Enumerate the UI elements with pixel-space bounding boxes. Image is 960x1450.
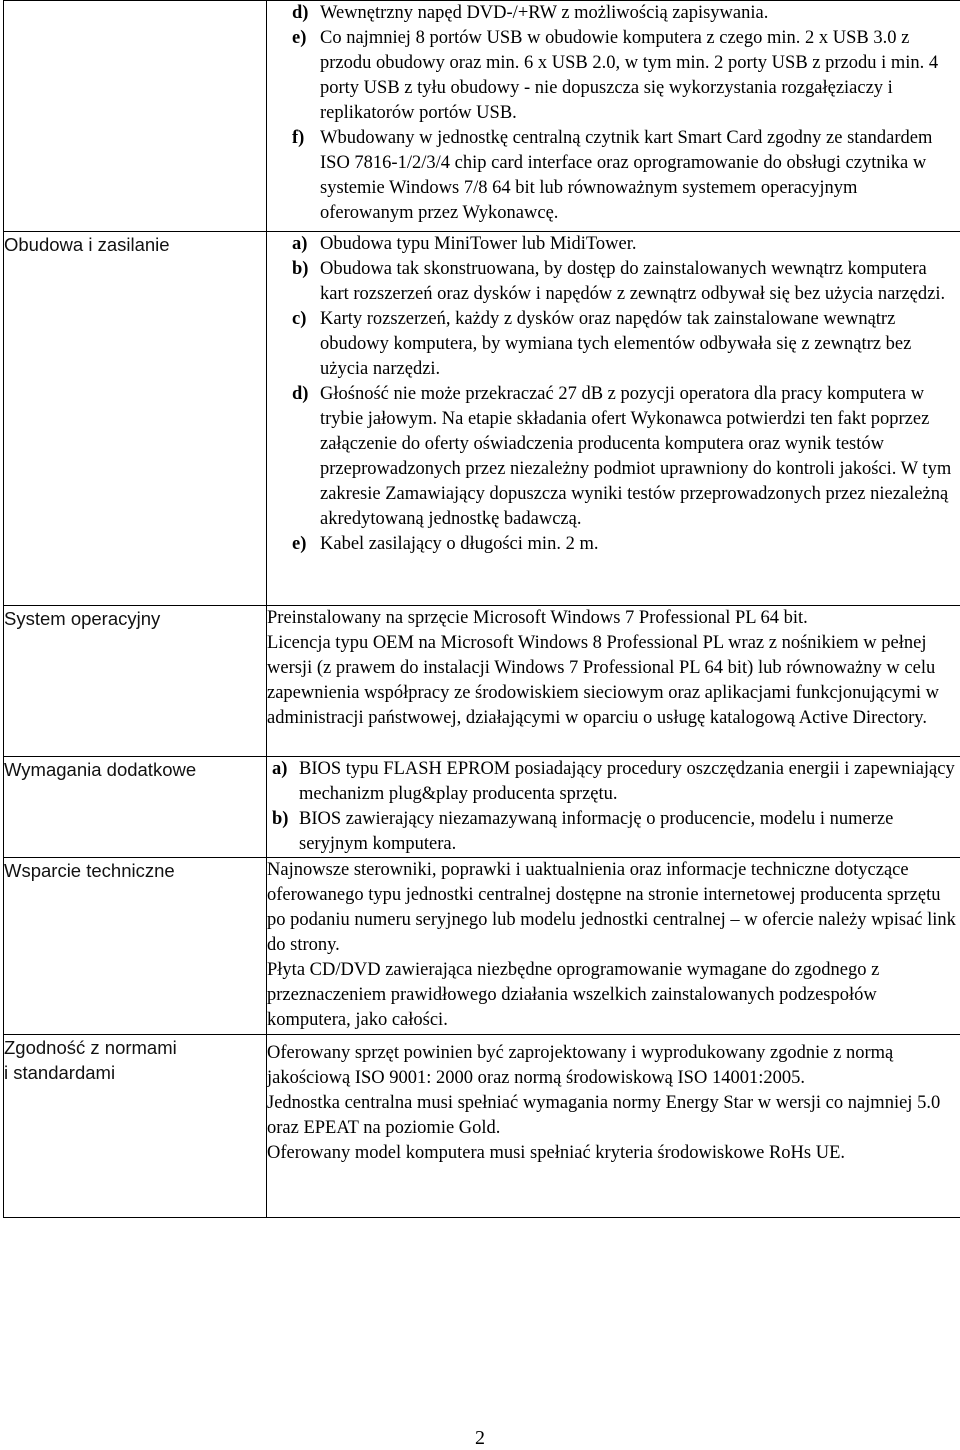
- list-item: [267, 26, 960, 126]
- item-text: Co najmniej 8 portów USB w obudowie komputera z czego min. 2 x USB 3.0 z przodu obudowy oraz min. 6 x USB 2.0, w tym min. 2 porty USB z przodu i min. 4 porty USB z tyłu obudowy - nie dopuszcza się wykorzystania rozgałęziaczy i replikatorów portów USB.: [320, 28, 938, 123]
- item-marker: a): [292, 232, 307, 257]
- row-content-cell: [267, 232, 960, 606]
- row-content-cell: [267, 1, 960, 232]
- specification-table: [3, 0, 960, 1218]
- list-item: [267, 532, 960, 557]
- item-text: Obudowa tak skonstruowana, by dostęp do zainstalowanych wewnątrz komputera kart rozszerzeń oraz dysków i napędów z zewnątrz odbywał się bez użycia narzędzi.: [320, 259, 945, 304]
- row-label-zgodnosc-line2: i standardami: [4, 1060, 266, 1085]
- item-text: Obudowa typu MiniTower lub MidiTower.: [320, 234, 637, 254]
- paragraph: Płyta CD/DVD zawierająca niezbędne oprogramowanie wymagane do zgodnego z przeznaczeniem prawidłowego działania wszelkich zainstalowanych podzespołów komputera, jako całości.: [267, 958, 960, 1033]
- document-page: [3, 0, 958, 1218]
- paragraph: Licencja typu OEM na Microsoft Windows 8 Professional PL wraz z nośnikiem w pełnej wersji (z prawem do instalacji Windows 7 Professional PL 64 bit) lub równoważny w celu zapewnienia współpracy ze środowiskiem sieciowym oraz aplikacjami funkcjonującymi w administracji państwowej, działającymi w oparciu o usługę katalogową Active Directory.: [267, 631, 960, 731]
- page-number: 2: [0, 1427, 960, 1450]
- item-marker: e): [292, 532, 306, 557]
- item-marker: b): [292, 257, 308, 282]
- item-text: Wbudowany w jednostkę centralną czytnik kart Smart Card zgodny ze standardem ISO 7816-1/2/3/4 chip card interface oraz oprogramowanie do obsługi czytnika w systemie Windows 7/8 64 bit lub równoważnym systemem operacyjnym oferowanym przez Wykonawcę.: [320, 128, 932, 223]
- table-row: [4, 1035, 960, 1218]
- list-item: [267, 382, 960, 532]
- item-marker: b): [272, 807, 288, 832]
- paragraph: Preinstalowany na sprzęcie Microsoft Windows 7 Professional PL 64 bit.: [267, 606, 960, 631]
- item-marker: a): [272, 757, 287, 782]
- row-label-zgodnosc: Zgodność z normami: [4, 1035, 266, 1060]
- list-item: [267, 1, 960, 26]
- row-label-system: System operacyjny: [4, 608, 160, 629]
- list-item: [267, 126, 960, 226]
- item-text: BIOS typu FLASH EPROM posiadający procedury oszczędzania energii i zapewniający mechanizm plug&play producenta sprzętu.: [299, 759, 955, 804]
- item-text: Karty rozszerzeń, każdy z dysków oraz napędów tak zainstalowane wewnątrz obudowy komputera, by wymiana tych elementów odbywała się z zewnątrz bez użycia narzędzi.: [320, 309, 911, 379]
- row-label-cell: [4, 1035, 267, 1218]
- list-item: [267, 257, 960, 307]
- row-label-cell: [4, 757, 267, 858]
- item-text: Kabel zasilający o długości min. 2 m.: [320, 534, 598, 554]
- row-label-wsparcie: Wsparcie techniczne: [4, 860, 175, 881]
- list-item: [267, 232, 960, 257]
- item-text: BIOS zawierający niezamazywaną informację o producencie, modelu i numerze seryjnym komputera.: [299, 809, 893, 854]
- paragraph: Oferowany sprzęt powinien być zaprojektowany i wyprodukowany zgodnie z normą jakościową ISO 9001: 2000 oraz normą środowiskową ISO 14001:2005.: [267, 1041, 960, 1091]
- item-text: Głośność nie może przekraczać 27 dB z pozycji operatora dla pracy komputera w trybie jałowym. Na etapie składania ofert Wykonawca potwierdzi ten fakt poprzez załączenie do oferty oświadczenia producenta komputera oraz wynik testów przeprowadzonych przez niezależny podmiot uprawniony do kontroli jakości. W tym zakresie Zamawiający dopuszcza wyniki testów przeprowadzonych przez niezależną akredytowaną jednostkę badawczą.: [320, 384, 951, 529]
- item-marker: e): [292, 26, 306, 51]
- table-row: [4, 1, 960, 232]
- row-label-wymagania: Wymagania dodatkowe: [4, 759, 196, 780]
- item-marker: f): [292, 126, 304, 151]
- item-marker: d): [292, 382, 308, 407]
- list-item: [267, 307, 960, 382]
- table-row: [4, 606, 960, 757]
- item-text: Wewnętrzny napęd DVD-/+RW z możliwością zapisywania.: [320, 3, 768, 23]
- item-marker: c): [292, 307, 306, 332]
- row-content-cell: [267, 1035, 960, 1218]
- row-label-cell: [4, 232, 267, 606]
- paragraph: Oferowany model komputera musi spełniać kryteria środowiskowe RoHs UE.: [267, 1141, 960, 1166]
- row-label-obudowa: Obudowa i zasilanie: [4, 234, 170, 255]
- list-item: [267, 807, 960, 857]
- item-marker: d): [292, 1, 308, 26]
- paragraph: Najnowsze sterowniki, poprawki i uaktualnienia oraz informacje techniczne dotyczące oferowanego typu jednostki centralnej dostępne na stronie internetowej producenta sprzętu po podaniu numeru seryjnego lub modelu jednostki centralnej – w ofercie należy wpisać link do strony.: [267, 858, 960, 958]
- list-item: [267, 757, 960, 807]
- table-row: [4, 858, 960, 1035]
- row-content-cell: [267, 757, 960, 858]
- table-row: [4, 757, 960, 858]
- table-row: [4, 232, 960, 606]
- row-label-cell: [4, 1, 267, 232]
- row-label-cell: [4, 858, 267, 1035]
- paragraph: Jednostka centralna musi spełniać wymagania normy Energy Star w wersji co najmniej 5.0 oraz EPEAT na poziomie Gold.: [267, 1091, 960, 1141]
- row-content-cell: [267, 606, 960, 757]
- row-content-cell: [267, 858, 960, 1035]
- row-label-cell: [4, 606, 267, 757]
